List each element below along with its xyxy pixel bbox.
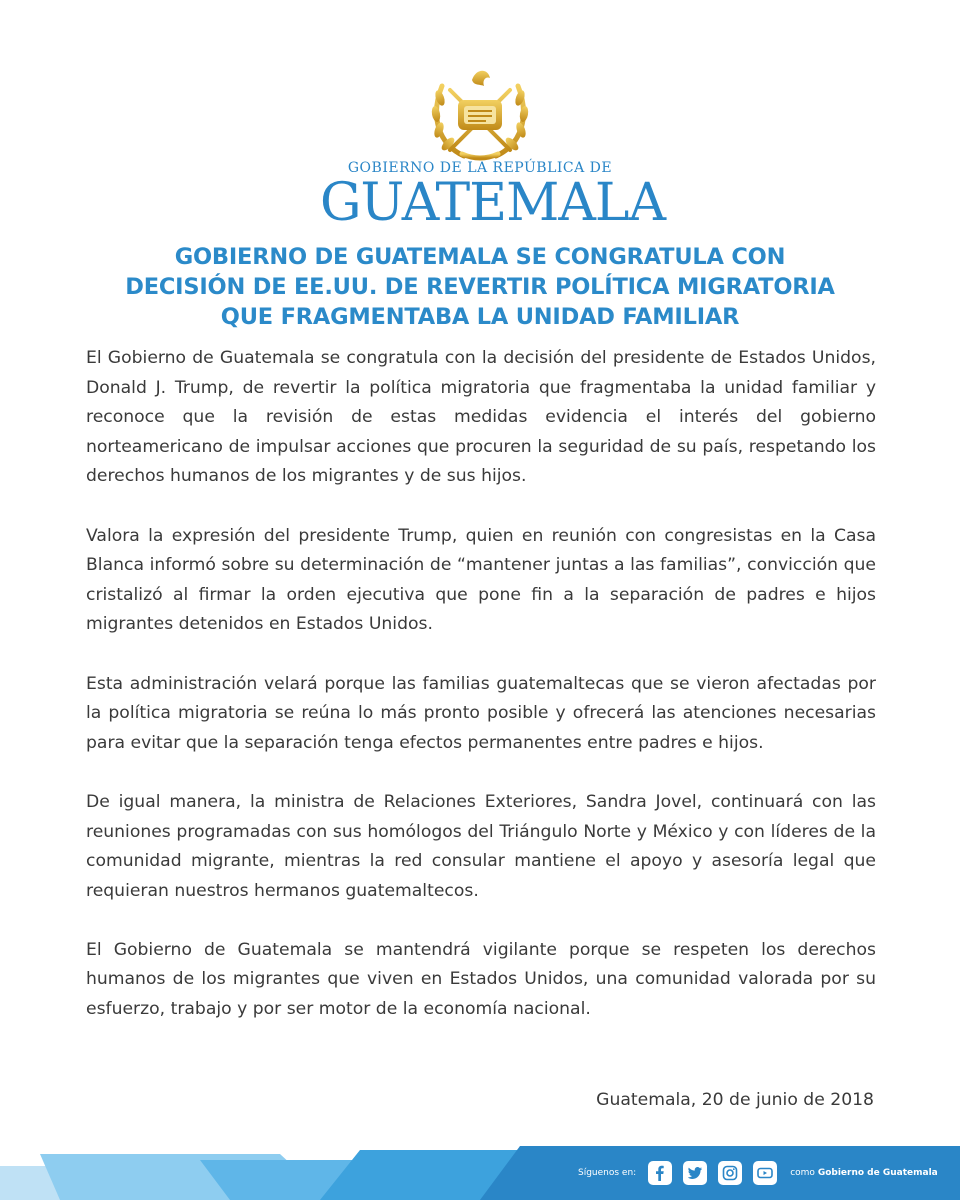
country-name: GUATEMALA <box>320 173 665 233</box>
body-paragraph: Esta administración velará porque las familias guatemaltecas que se vieron afectadas por la política migratoria se reúna lo más pronto posible y ofrecerá las atenciones necesarias para evitar que la separación tenga efectos permanentes entre padres e hijos. <box>86 673 876 753</box>
press-release-headline <box>60 242 900 332</box>
headline-line-3: QUE FRAGMENTABA LA UNIDAD FAMILIAR <box>220 304 740 330</box>
handle-prefix: como <box>790 1168 815 1178</box>
follow-label: Síguenos en: <box>578 1168 637 1178</box>
twitter-icon[interactable] <box>683 1161 707 1185</box>
headline-line-1: GOBIERNO DE GUATEMALA SE CONGRATULA CON <box>174 244 786 270</box>
body-paragraph: De igual manera, la ministra de Relaciones Exteriores, Sandra Jovel, continuará con las reuniones programadas con sus homólogos del Triángulo Norte y México y con líderes de la comunidad migrante, mientras la red consular mantiene el apoyo y asesoría legal que requieran nuestros hermanos guatemaltecos. <box>86 791 876 901</box>
social-handle <box>790 1168 938 1178</box>
government-logo-text <box>320 160 665 233</box>
headline-line-2: DECISIÓN DE EE.UU. DE REVERTIR POLÍTICA MIGRATORIA <box>125 274 835 300</box>
facebook-icon[interactable] <box>648 1161 672 1185</box>
coat-of-arms-emblem <box>424 64 536 164</box>
handle-name: Gobierno de Guatemala <box>817 1168 938 1178</box>
place-and-date: Guatemala, 20 de junio de 2018 <box>596 1090 874 1110</box>
body-paragraph: El Gobierno de Guatemala se congratula con la decisión del presidente de Estados Unidos, Donald J. Trump, de revertir la política migratoria que fragmentaba la unidad familiar y reconoce que la revisión de estas medidas evidencia el interés del gobierno norteamericano de impulsar acciones que procuren la seguridad de su país, respetando los derechos humanos de los migrantes y de sus hijos. <box>86 348 876 487</box>
government-line: GOBIERNO DE LA REPÚBLICA DE <box>347 160 613 176</box>
instagram-icon[interactable] <box>718 1161 742 1185</box>
body-paragraph: El Gobierno de Guatemala se mantendrá vigilante porque se respeten los derechos humanos de los migrantes que viven en Estados Unidos, una comunidad valorada por su esfuerzo, trabajo y por ser motor de la economía nacional. <box>86 939 876 1020</box>
youtube-icon[interactable] <box>753 1161 777 1185</box>
social-links <box>578 1161 938 1185</box>
social-footer <box>0 1146 960 1200</box>
press-release-body <box>86 344 876 1054</box>
body-paragraph: Valora la expresión del presidente Trump, quien en reunión con congresistas en la Casa Blanca informó sobre su determinación de “mantener juntas a las familias”, convicción que cristalizó al firmar la orden ejecutiva que pone fin a la separación de padres e hijos migrantes detenidos en Estados Unidos. <box>86 525 876 635</box>
